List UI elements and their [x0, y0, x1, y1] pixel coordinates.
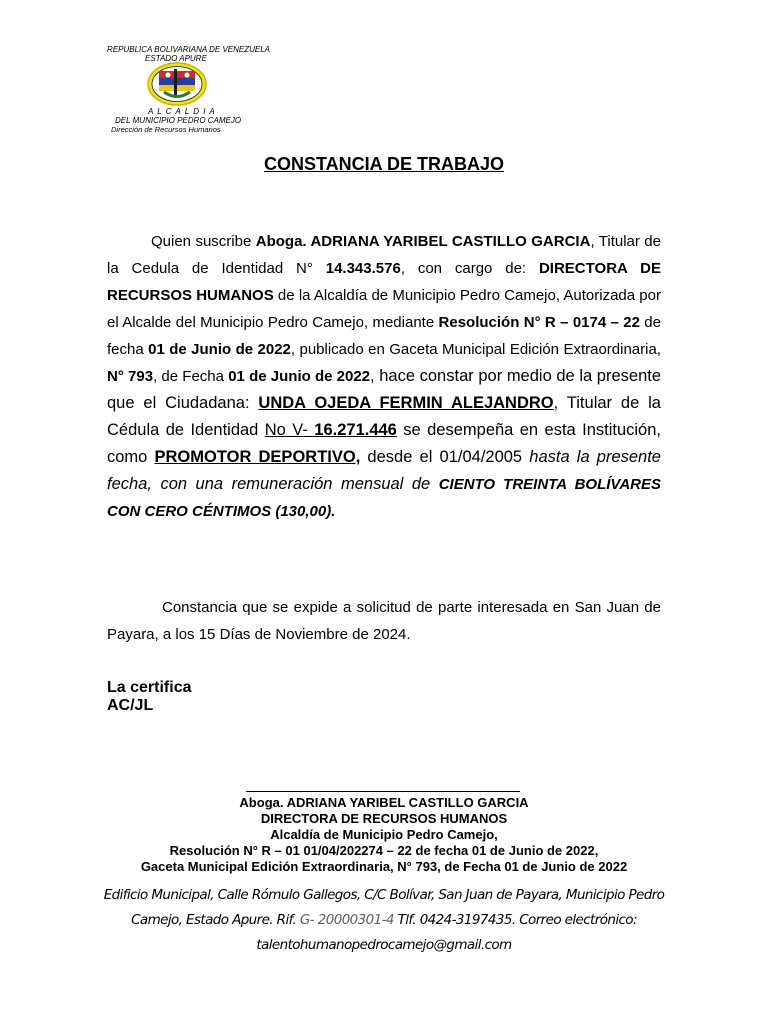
signature-block: [0, 795, 768, 875]
body-text-6: , publicado en Gaceta Municipal Edición Extraordinaria,: [290, 341, 661, 358]
signature-line: [246, 791, 520, 792]
certifica-label: La certifica: [107, 679, 192, 696]
citizen-name: UNDA OJEDA FERMIN ALEJANDRO: [258, 394, 554, 412]
signature-gaceta: Gaceta Municipal Edición Extraordinaria, N° 793, de Fecha 01 de Junio de 2022: [140, 859, 628, 874]
body-text-8: , hace constar por medio de la presente que el Ciudadana:: [107, 367, 661, 412]
signer-ci: 14.343.576: [325, 260, 401, 277]
footer-address: [100, 883, 668, 958]
header-direccion: Dirección de Recursos Humanos: [111, 125, 221, 134]
signature-title: DIRECTORA DE RECURSOS HUMANOS: [260, 811, 508, 826]
body-text-1: Quien suscribe: [151, 233, 256, 250]
issuance-text: Constancia que se expide a solicitud de parte interesada en San Juan de Payara, a los 15 Días de Noviembre de 2024.: [107, 599, 661, 643]
body-text-2: , Titular de la Cedula de Identidad N°: [107, 233, 661, 277]
signature-resolution: Resolución N° R – 01 01/04/202274 – 22 de fecha 01 de Junio de 2022,: [169, 843, 599, 858]
header-alcaldia: A L C A L D I A: [148, 107, 216, 116]
body-text-4: de la Alcaldía de Municipio Pedro Camejo, Autorizada por el Alcalde del Municipio Pedro Camejo, mediante: [107, 287, 661, 331]
citizen-position: PROMOTOR DEPORTIVO,: [154, 448, 361, 466]
citizen-ci: 16.271.446: [314, 421, 397, 439]
footer-text-2: Tlf. 0424-3197435. Correo electrónico: talentohumanopedrocamejo@gmail.com: [256, 912, 637, 953]
signer-cargo: DIRECTORA DE RECURSOS HUMANOS: [107, 260, 661, 304]
resolucion-number: Resolución N° R – 0174 – 22: [438, 314, 640, 331]
closing-block: [107, 679, 191, 715]
footer-rif: G- 20000301-4: [299, 912, 394, 928]
header-municipio: DEL MUNICIPIO PEDRO CAMEJO: [115, 116, 242, 125]
issuance-paragraph: [107, 594, 661, 648]
header-estado: ESTADO APURE: [145, 54, 207, 63]
gaceta-number: N° 793: [107, 368, 154, 385]
id-prefix: No V-: [264, 421, 315, 439]
resolucion-date: 01 de Junio de 2022: [148, 341, 291, 358]
body-text-11: desde el 01/04/2005: [360, 448, 530, 466]
header-republica: REPUBLICA BOLIVARIANA DE VENEZUELA: [107, 45, 271, 54]
body-text-3: , con cargo de:: [400, 260, 539, 277]
body-text-9: , Titular de la Cédula de Identidad: [107, 394, 661, 439]
salary-amount: CIENTO TREINTA BOLÍVARES CON CERO CÉNTIMOS (130,00).: [107, 476, 661, 520]
initials-label: AC/JL: [107, 697, 154, 714]
signature-institution: Alcaldía de Municipio Pedro Camejo,: [270, 827, 498, 842]
body-text-7: , de Fecha: [153, 368, 229, 385]
gaceta-date: 01 de Junio de 2022: [228, 368, 371, 385]
signer-name: Aboga. ADRIANA YARIBEL CASTILLO GARCIA: [255, 233, 591, 250]
footer-text-1: Edificio Municipal, Calle Rómulo Gallegos, C/C Bolívar, San Juan de Payara, Municipio Pedro Camejo, Estado Apure. Rif.: [103, 887, 665, 928]
body-text-5: de fecha: [107, 314, 661, 358]
alcaldia-seal-logo: [146, 61, 208, 107]
body-text-10: se desempeña en esta Institución, como: [107, 421, 661, 466]
document-title: CONSTANCIA DE TRABAJO: [263, 154, 504, 174]
body-text-12: hasta la presente fecha, con una remuneración mensual de: [107, 448, 661, 493]
signature-name: Aboga. ADRIANA YARIBEL CASTILLO GARCIA: [239, 795, 529, 810]
body-paragraph: [107, 228, 661, 525]
